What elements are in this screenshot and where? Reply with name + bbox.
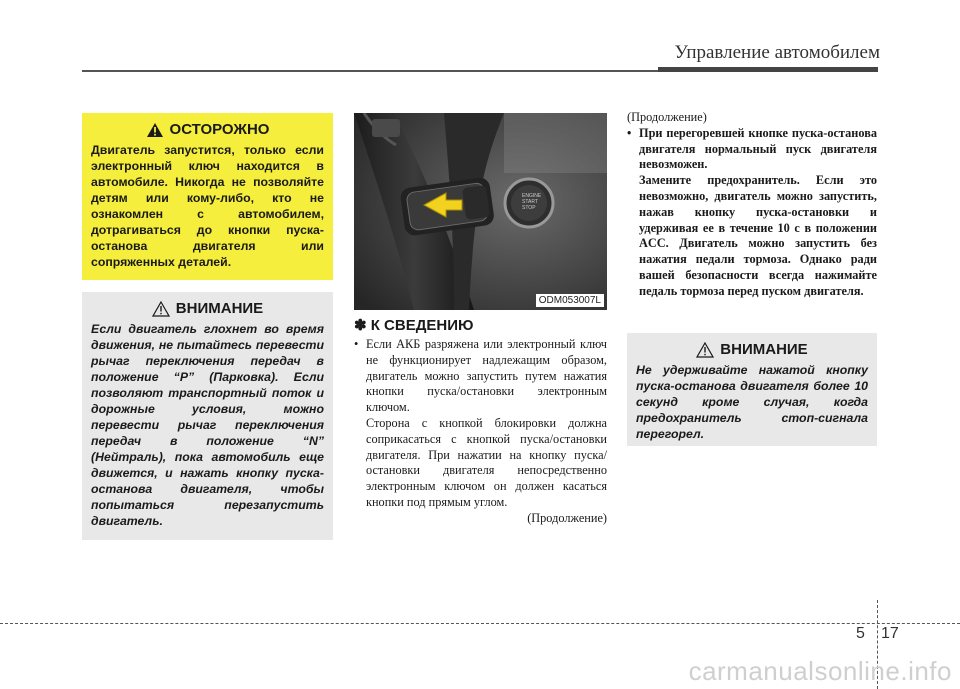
info-body bbox=[366, 337, 607, 511]
warning-triangle-icon bbox=[146, 122, 164, 138]
photo-button-text: ENGINE START STOP bbox=[522, 193, 542, 211]
caution-box-button-hold bbox=[627, 333, 877, 446]
right-column-text bbox=[627, 110, 877, 300]
caution-text: Если двигатель глохнет во время движения, не пытайтесь перевести рычаг переключения передач в положение “P” (Парковка). Если позволяют транспортный поток и дорожные условия, можно перевести рычаг переключения передач в положение “N” (Нейтраль), пока автомобиль еще движется, и нажать кнопку пуска-останова двигателя, чтобы попытаться перезапустить двигатель. bbox=[91, 322, 324, 528]
header-title: Управление автомобилем bbox=[674, 42, 880, 63]
smart-key-illustration bbox=[354, 113, 607, 310]
chapter-number: 5 bbox=[856, 625, 865, 642]
info-section bbox=[354, 316, 607, 527]
footer-rule bbox=[0, 623, 960, 624]
warning-title: ОСТОРОЖНО bbox=[169, 121, 270, 138]
caution-text: Не удерживайте нажатой кнопку пуска-останова двигателя более 10 секунд кроме случая, когда предохранитель стоп-сигнала перегорел. bbox=[636, 363, 868, 441]
smart-key-photo bbox=[354, 113, 607, 310]
caution-title: ВНИМАНИЕ bbox=[720, 341, 808, 358]
right-continued: (Продолжение) bbox=[627, 110, 707, 124]
right-item bbox=[627, 126, 877, 300]
caution-triangle-icon bbox=[152, 301, 170, 317]
bullet: • bbox=[627, 125, 632, 140]
caution-heading bbox=[636, 341, 868, 358]
warning-heading bbox=[91, 121, 324, 138]
info-paragraph-1: Если АКБ разряжена или электронный ключ не функционирует надлежащим образом, двигатель можно запустить путем нажатия кнопки пуска/остановки электронным ключом. bbox=[366, 337, 607, 415]
header-rule-accent bbox=[658, 67, 878, 72]
caution-title: ВНИМАНИЕ bbox=[175, 300, 264, 317]
info-paragraph-2: Сторона с кнопкой блокировки должна соприкасаться с кнопкой пуска/остановки двигателя. При нажатии на кнопку пуска/остановки двигателя непосредственно электронным ключом он должен касаться кнопки под прямым углом. bbox=[366, 415, 607, 509]
right-body bbox=[639, 126, 877, 300]
right-paragraph-1: При перегоревшей кнопке пуска-останова двигателя нормальный пуск двигателя невозможен. bbox=[639, 125, 877, 172]
caution-triangle-icon bbox=[696, 342, 714, 358]
info-title: ✽ К СВЕДЕНИЮ bbox=[354, 317, 474, 334]
bullet: • bbox=[354, 337, 359, 351]
photo-reference-code: ODM053007L bbox=[536, 294, 604, 307]
warning-text: Двигатель запустится, только если электронный ключ находится в автомобиле. Никогда не позволяйте детям или кому-либо, кто не ознакомлен с автомобилем, дотрагиваться до кнопки пуска-остановa двигателя или сопряженных деталей. bbox=[91, 143, 324, 269]
caution-box-engine-stall bbox=[82, 292, 333, 540]
page-number: 17 bbox=[881, 625, 899, 642]
info-item bbox=[354, 337, 607, 511]
watermark: carmanualsonline.info bbox=[688, 656, 952, 686]
warning-box bbox=[82, 113, 333, 280]
caution-heading bbox=[91, 300, 324, 317]
info-continued: (Продолжение) bbox=[527, 510, 607, 525]
right-paragraph-2: Замените предохранитель. Если это невозможно, двигатель можно запустить, нажав кнопку пуска-остановки и удерживая ее в течение 10 с в положении ACC. Двигатель можно запустить без нажатия педали тормоза. Однако ради вашей безопасности всегда нажимайте педаль тормоза перед пуском двигателя. bbox=[639, 173, 877, 298]
